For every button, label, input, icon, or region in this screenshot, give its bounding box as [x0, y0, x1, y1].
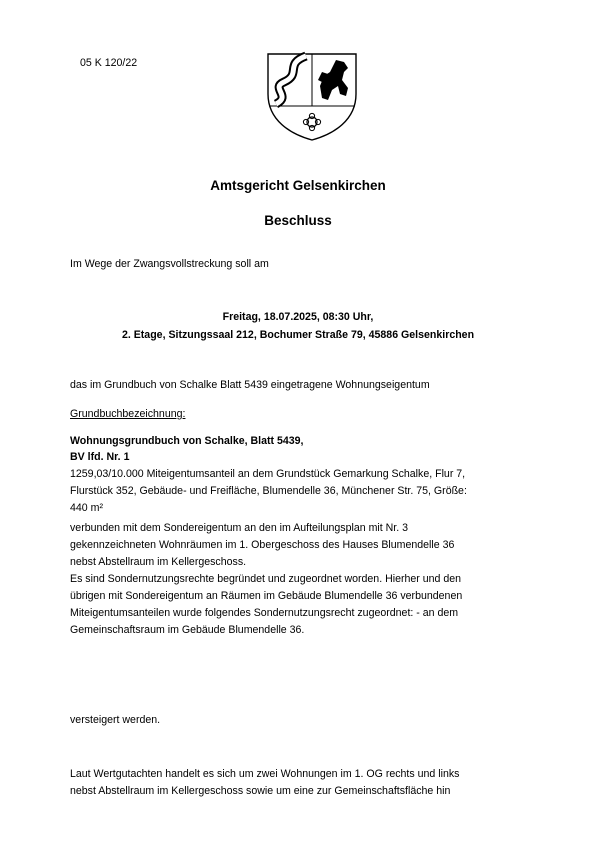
description-line: 440 m²: [70, 502, 103, 514]
nrw-coat-of-arms-icon: [262, 50, 362, 142]
description-line: 1259,03/10.000 Miteigentumsanteil an dem Grundstück Gemarkung Schalke, Flur 7,: [70, 468, 466, 480]
appointment-location: 2. Etage, Sitzungssaal 212, Bochumer Straße 79, 45886 Gelsenkirchen: [121, 329, 475, 341]
description-line: gekennzeichneten Wohnräumen im 1. Obergeschoss des Hauses Blumendelle 36: [70, 539, 455, 551]
appointment-date: Freitag, 18.07.2025, 08:30 Uhr,: [222, 311, 374, 323]
description-line: Gemeinschaftsraum im Gebäude Blumendelle 36.: [70, 624, 305, 636]
subject-text: das im Grundbuch von Schalke Blatt 5439 eingetragene Wohnungseigentum: [70, 379, 430, 391]
court-name: Amtsgericht Gelsenkirchen: [210, 178, 386, 193]
description-line: verbunden mit dem Sondereigentum an den im Aufteilungsplan mit Nr. 3: [70, 522, 409, 534]
land-register-heading: Grundbuchbezeichnung:: [70, 408, 186, 420]
land-register-title: Wohnungsgrundbuch von Schalke, Blatt 5439,: [70, 435, 304, 447]
appraisal-line: nebst Abstellraum im Kellergeschoss sowie um eine zur Gemeinschaftsfläche hin: [70, 785, 451, 797]
description-line: Es sind Sondernutzungsrechte begründet und zugeordnet worden. Hierher und den: [70, 573, 462, 585]
land-register-entry: BV lfd. Nr. 1: [70, 451, 130, 463]
file-number: 05 K 120/22: [80, 57, 138, 69]
document-type: Beschluss: [264, 213, 332, 228]
intro-text: Im Wege der Zwangsvollstreckung soll am: [70, 258, 269, 270]
description-line: übrigen mit Sondereigentum an Räumen im Gebäude Blumendelle 36 verbundenen: [70, 590, 463, 602]
description-line: nebst Abstellraum im Kellergeschoss.: [70, 556, 247, 568]
auction-phrase: versteigert werden.: [70, 714, 161, 726]
appraisal-line: Laut Wertgutachten handelt es sich um zwei Wohnungen im 1. OG rechts und links: [70, 768, 460, 780]
description-line: Miteigentumsanteilen wurde folgendes Sondernutzungsrecht zugeordnet: - an dem: [70, 607, 459, 619]
description-line: Flurstück 352, Gebäude- und Freifläche, Blumendelle 36, Münchener Str. 75, Größe:: [70, 485, 467, 497]
